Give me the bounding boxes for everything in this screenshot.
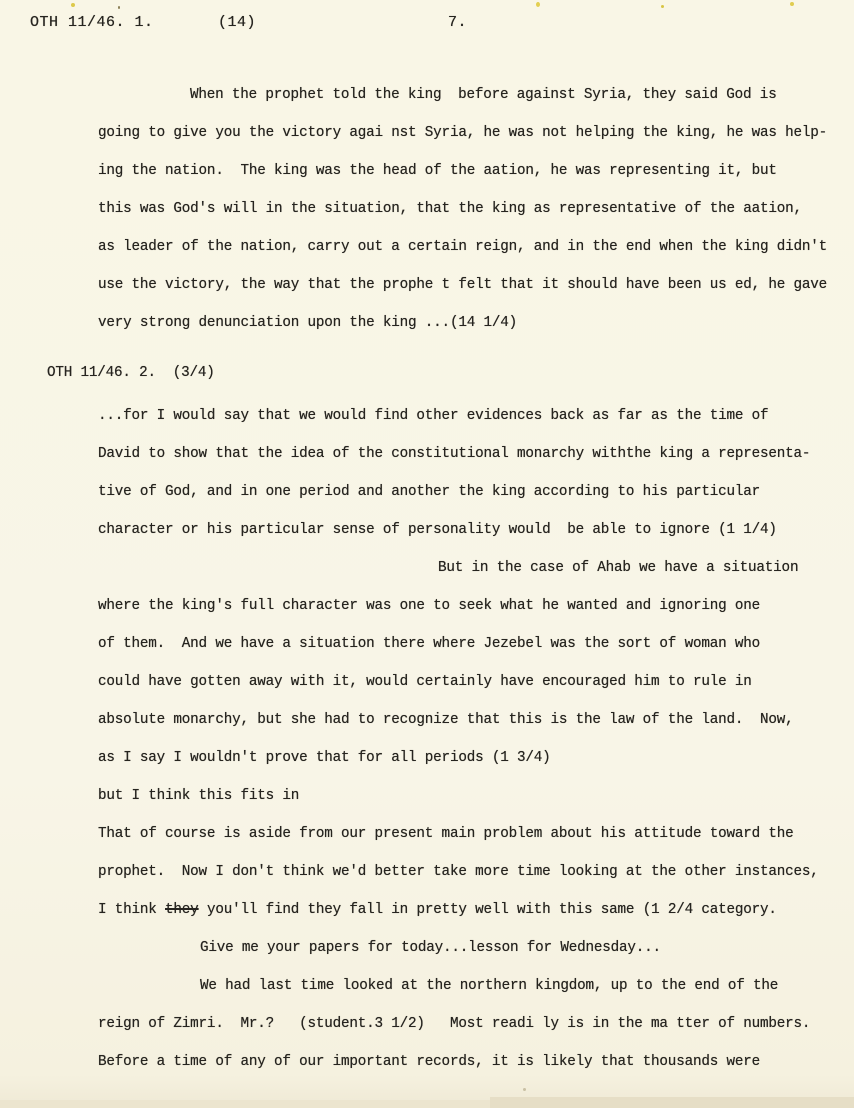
text-segment: of them. And we have a situation there where Jezebel was the sort of woman who bbox=[98, 636, 760, 652]
text-line bbox=[0, 929, 854, 967]
text-segment: going to give you the victory agai nst Syria, he was not helping the king, he was help- bbox=[98, 125, 828, 141]
text-segment: David to show that the idea of the constitutional monarchy withthe king a representa- bbox=[98, 446, 811, 462]
text-line bbox=[0, 435, 854, 473]
text-segment: But in the case of Ahab we have a situation bbox=[438, 560, 799, 576]
text-line bbox=[0, 304, 854, 342]
text-segment: where the king's full character was one to seek what he wanted and ignoring one bbox=[98, 598, 760, 614]
text-segment: ing the nation. The king was the head of the aation, he was representing it, but bbox=[98, 163, 777, 179]
paper-speck bbox=[661, 5, 664, 8]
reference-number: OTH 11/46. 1. bbox=[30, 14, 154, 31]
scan-edge-dark bbox=[490, 1097, 854, 1108]
text-line bbox=[0, 397, 854, 435]
text-line bbox=[0, 152, 854, 190]
page-number: 7. bbox=[448, 14, 468, 31]
text-segment: use the victory, the way that the prophe t felt that it should have been us ed, he gave bbox=[98, 277, 828, 293]
text-line bbox=[0, 853, 854, 891]
text-segment: I think bbox=[98, 902, 166, 918]
section bbox=[0, 76, 854, 342]
text-segment: prophet. Now I don't think we'd better take more time looking at the other instances, bbox=[98, 864, 819, 880]
document-body bbox=[0, 76, 854, 1081]
text-line bbox=[0, 815, 854, 853]
text-line bbox=[0, 701, 854, 739]
text-segment: Before a time of any of our important records, it is likely that thousands were bbox=[98, 1054, 760, 1070]
text-segment: as I say I wouldn't prove that for all periods (1 3/4) bbox=[98, 750, 551, 766]
paper-speck bbox=[118, 6, 120, 9]
text-line bbox=[0, 266, 854, 304]
text-segment: as leader of the nation, carry out a certain reign, and in the end when the king didn't bbox=[98, 239, 828, 255]
text-line bbox=[0, 625, 854, 663]
text-line bbox=[0, 663, 854, 701]
text-line bbox=[0, 587, 854, 625]
text-line bbox=[0, 739, 854, 777]
text-line bbox=[0, 228, 854, 266]
take-number: (14) bbox=[218, 14, 257, 31]
struck-word: they bbox=[165, 902, 199, 918]
text-segment: When the prophet told the king before against Syria, they said God is bbox=[190, 87, 777, 103]
paper-speck bbox=[71, 3, 75, 7]
paper-speck bbox=[790, 2, 794, 6]
text-line bbox=[0, 967, 854, 1005]
text-segment: character or his particular sense of personality would be able to ignore (1 1/4) bbox=[98, 522, 777, 538]
text-line bbox=[0, 1005, 854, 1043]
text-segment: tive of God, and in one period and another the king according to his particular bbox=[98, 484, 760, 500]
text-line bbox=[0, 190, 854, 228]
text-segment: That of course is aside from our present main problem about his attitude toward the bbox=[98, 826, 794, 842]
text-line bbox=[0, 777, 854, 815]
text-segment: absolute monarchy, but she had to recognize that this is the law of the land. Now, bbox=[98, 712, 794, 728]
paper-speck bbox=[536, 2, 540, 7]
text-line bbox=[0, 511, 854, 549]
text-line bbox=[0, 114, 854, 152]
text-segment: reign of Zimri. Mr.? (student.3 1/2) Most readi ly is in the ma tter of numbers. bbox=[98, 1016, 811, 1032]
text-segment: ...for I would say that we would find other evidences back as far as the time of bbox=[98, 408, 769, 424]
page-header bbox=[0, 0, 854, 46]
text-segment: you'll find they fall in pretty well with this same (1 2/4 category. bbox=[198, 902, 777, 918]
text-line bbox=[0, 891, 854, 929]
paper-speck bbox=[523, 1088, 526, 1091]
text-segment: very strong denunciation upon the king ...(14 1/4) bbox=[98, 315, 517, 331]
text-line bbox=[0, 1043, 854, 1081]
text-segment: this was God's will in the situation, that the king as representative of the aation, bbox=[98, 201, 802, 217]
text-segment: Give me your papers for today...lesson for Wednesday... bbox=[200, 940, 661, 956]
text-segment: but I think this fits in bbox=[98, 788, 300, 804]
text-line bbox=[0, 76, 854, 114]
text-segment: We had last time looked at the northern kingdom, up to the end of the bbox=[200, 978, 779, 994]
text-segment: could have gotten away with it, would certainly have encouraged him to rule in bbox=[98, 674, 752, 690]
text-line bbox=[0, 549, 854, 587]
text-line bbox=[0, 473, 854, 511]
section bbox=[0, 354, 854, 1081]
section-heading: OTH 11/46. 2. (3/4) bbox=[47, 365, 215, 381]
